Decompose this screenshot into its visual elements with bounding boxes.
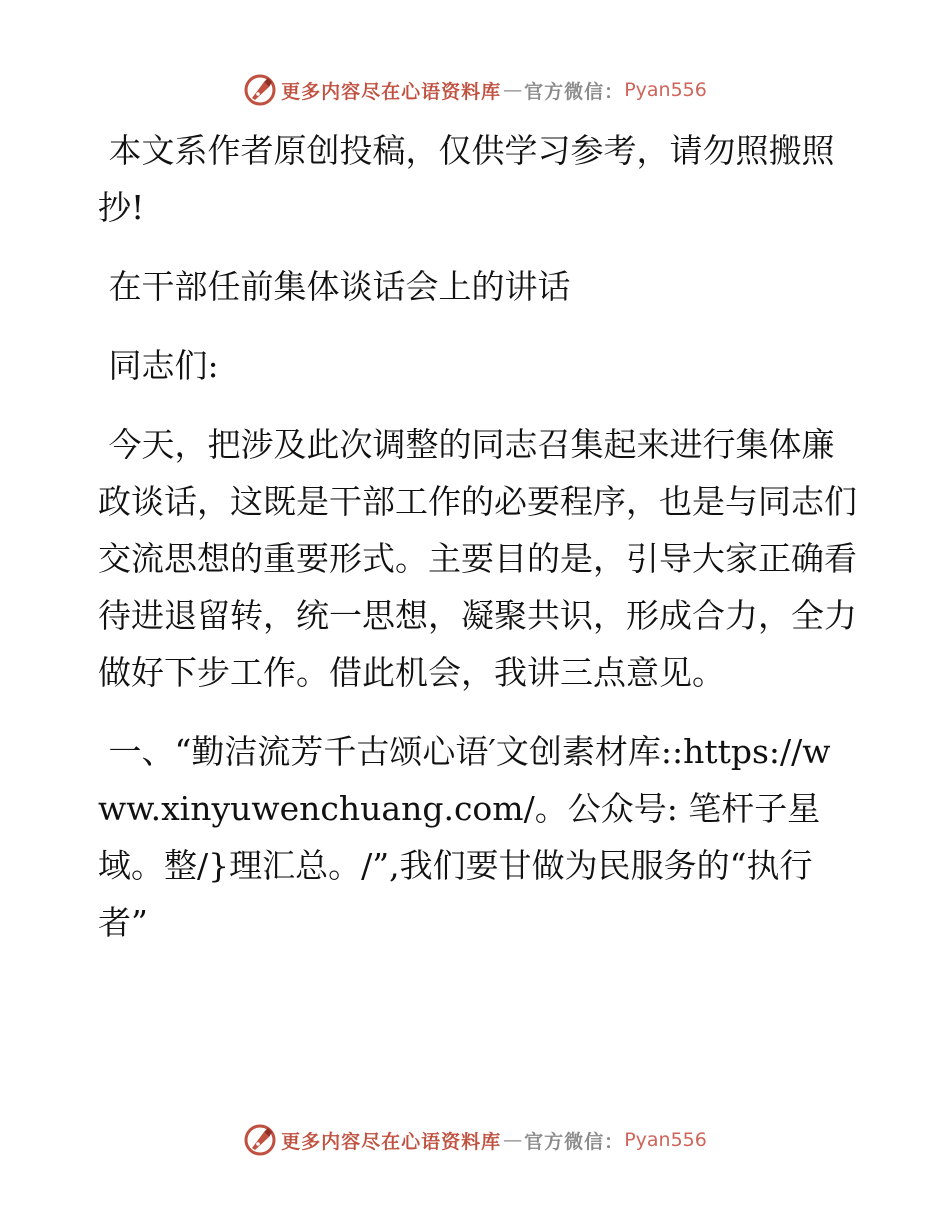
watermark-wechat-id: Pyan556	[624, 1129, 707, 1151]
watermark-wechat-label: 官方微信：	[524, 1130, 625, 1153]
pen-nib-logo-icon	[243, 73, 277, 107]
speech-title: 在干部任前集体谈话会上的讲话	[98, 267, 571, 306]
watermark-main-text: 更多内容尽在心语资料库	[281, 80, 502, 103]
salutation: 同志们:	[98, 346, 219, 385]
intro-paragraph: 今天，把涉及此次调整的同志召集起来进行集体廉政谈话，这既是干部工作的必要程序，也是与同志们交流思想的重要形式。主要目的是，引导大家正确看待进退留转，统一思想，凝聚共识，形成合力，全力做好下步工作。借此机会，我讲三点意见。	[98, 425, 857, 692]
header-watermark	[0, 70, 950, 110]
watermark-separator: —	[503, 79, 523, 101]
watermark-wechat-id: Pyan556	[624, 79, 707, 101]
pen-nib-logo-icon	[243, 1123, 277, 1157]
watermark-wechat-label: 官方微信：	[524, 80, 625, 103]
copyright-notice: 本文系作者原创投稿，仅供学习参考，请勿照搬照抄!	[98, 131, 835, 227]
footer-watermark	[0, 1120, 950, 1160]
watermark-main-text: 更多内容尽在心语资料库	[281, 1130, 502, 1153]
document-body	[98, 122, 858, 951]
watermark-separator: —	[503, 1129, 523, 1151]
point-one-paragraph: 一、“勤洁流芳千古颂心语′文创素材库::https://www.xinyuwenchuang.com/。公众号: 笔杆子星域。整/}理汇总。/”,我们要甘做为民服务的“执行者”	[98, 732, 831, 942]
